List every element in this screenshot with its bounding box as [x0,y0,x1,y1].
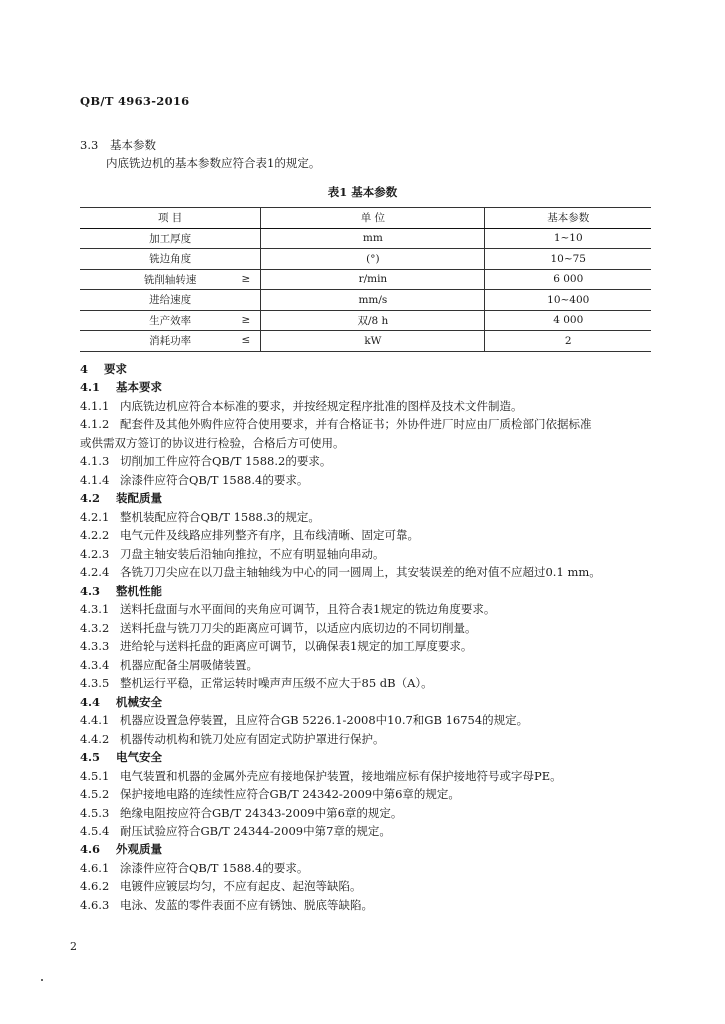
clause-text: 切削加工件应符合QB/T 1588.2的要求。 [120,454,332,469]
clause-number: 4.5.4 [80,824,110,838]
requirement-line [80,713,528,727]
row-item [80,290,261,311]
section-3-3-heading [80,138,156,152]
header-unit: 单 位 [261,208,485,229]
row-value: 1~10 [485,228,651,249]
requirement-line [80,879,362,893]
clause-text: 电镀件应镀层均匀，不应有起皮、起泡等缺陷。 [120,879,362,894]
row-item-label: 进给速度 [149,294,192,307]
row-comparison-symbol: ≤ [241,334,251,346]
row-item [80,310,261,331]
table-row [80,331,651,352]
requirement-line [80,528,419,542]
clause-number: 4 [80,362,89,376]
requirement-line [80,787,460,801]
clause-text: 绝缘电阻按应符合GB/T 24343-2009中第6章的规定。 [120,805,403,820]
row-item [80,269,261,290]
requirement-line [80,621,477,635]
clause-text: 整机运行平稳，正常运转时噪声声压级不应大于85 dB（A）。 [120,676,433,691]
clause-text: 耐压试验应符合GB/T 24344-2009中第7章的规定。 [120,824,391,838]
clause-text: 刀盘主轴安装后沿轴向推拉，不应有明显轴向串动。 [120,546,385,561]
clause-number: 4.2.2 [80,528,110,543]
requirement-line [80,417,592,431]
clause-text: 整机性能 [116,583,162,598]
requirement-line [80,602,495,616]
clause-number: 4.3 [80,583,101,598]
clause-text: 机器应设置急停装置，且应符合GB 5226.1-2008中10.7和GB 16754的规定。 [120,713,529,728]
page-number: 2 [70,940,77,953]
clause-number: 4.4.1 [80,713,110,728]
row-item [80,249,261,270]
clause-text: 保护接地电路的连续性应符合GB/T 24342-2009中第6章的规定。 [120,787,460,802]
section-number: 3.3 [80,138,99,152]
row-item-label: 铣边角度 [149,253,192,266]
row-item [80,228,261,249]
table-row [80,269,651,290]
clause-text: 机械安全 [116,694,162,709]
clause-number: 4.5.2 [80,787,110,802]
clause-number: 4.3.2 [80,620,110,635]
clause-text: 整机装配应符合QB/T 1588.3的规定。 [120,509,320,524]
clause-text: 机器应配备尘屑吸储装置。 [120,657,258,672]
clause-number: 4.5 [80,750,101,765]
clause-number: 4.3.3 [80,639,110,654]
row-value: 10~400 [485,290,651,311]
row-unit: mm [261,228,485,249]
section-heading [80,491,162,505]
section-title: 基本参数 [110,138,156,152]
clause-text: 配套件及其他外购件应符合使用要求，并有合格证书；外协件进厂时应由厂质检部门依据标准 [120,417,592,432]
requirement-line [80,806,402,820]
clause-text: 涂漆件应符合QB/T 1588.4的要求。 [120,860,309,875]
row-unit: kW [261,331,485,352]
requirement-line [80,399,523,413]
row-item-label: 生产效率 [149,314,192,327]
row-item-label: 铣削轴转速 [143,273,197,286]
clause-text: 电泳、发蓝的零件表面不应有锈蚀、脱底等缺陷。 [120,897,373,912]
section-heading [80,584,162,598]
table-row [80,228,651,249]
section-heading [80,362,127,376]
clause-text: 机器传动机构和铣刀处应有固定式防护罩进行保护。 [120,731,385,746]
requirement-line [80,473,308,487]
clause-text: 电气装置和机器的金属外壳应有接地保护装置，接地端应标有保护接地符号或字母PE。 [120,768,562,783]
row-value: 4 000 [485,310,651,331]
clause-text: 送料托盘面与水平面间的夹角应可调节，且符合表1规定的铣边角度要求。 [120,602,496,617]
section-heading [80,750,162,764]
table-row [80,310,651,331]
clause-number: 4.4 [80,694,101,709]
requirement-line [80,861,308,875]
requirement-line [80,547,385,561]
requirement-line [80,565,601,579]
clause-text: 送料托盘与铣刀刀尖的距离应可调节，以适应内底切边的不同切削量。 [120,620,477,635]
clause-number: 4.1.4 [80,472,110,487]
requirement-line [80,898,373,912]
row-comparison-symbol: ≥ [241,272,251,285]
header-value: 基本参数 [485,208,651,229]
row-item-label: 消耗功率 [149,335,192,348]
requirement-line [80,824,391,838]
table-caption: 表1 基本参数 [327,185,398,199]
requirement-line [80,769,562,783]
clause-text: 各铣刀刀尖应在以刀盘主轴轴线为中心的同一圆周上，其安装误差的绝对值不应超过0.1 mm。 [120,565,601,580]
clause-number: 4.2.1 [80,509,110,524]
row-unit: 双/8 h [261,310,485,331]
row-item-label: 加工厚度 [149,232,192,245]
row-value: 2 [485,331,651,352]
clause-number: 4.5.3 [80,805,110,820]
clause-number: 4.3.5 [80,676,110,691]
clause-number: 4.5.1 [80,768,110,783]
clause-number: 4.1.2 [80,417,110,432]
requirement-line [80,658,258,672]
row-value: 10~75 [485,249,651,270]
row-unit: (°) [261,249,485,270]
parameters-table [80,207,651,352]
clause-text: 电气安全 [116,750,162,765]
clause-number: 4.6.3 [80,897,110,912]
section-heading [80,380,162,394]
clause-number: 4.6.1 [80,860,110,875]
table-row [80,290,651,311]
table-header-row [80,208,651,229]
clause-number: 4.2.3 [80,546,110,561]
clause-number: 4.3.1 [80,602,110,617]
clause-number: 4.6.2 [80,879,110,894]
standard-code: QB/T 4963-2016 [80,94,190,108]
row-comparison-symbol: ≥ [241,313,251,326]
clause-number: 4.2.4 [80,565,110,580]
header-item: 项 目 [80,208,261,229]
clause-text: 或供需双方签订的协议进行检验，合格后方可使用。 [80,435,345,450]
clause-number: 4.1.1 [80,398,110,413]
clause-number: 4.1.3 [80,454,110,469]
requirement-line [80,676,433,690]
row-item [80,331,261,352]
clause-text: 电气元件及线路应排列整齐有序，且布线清晰、固定可靠。 [120,528,419,543]
clause-number: 4.3.4 [80,657,110,672]
clause-text: 装配质量 [116,491,162,506]
row-unit: mm/s [261,290,485,311]
table-row [80,249,651,270]
section-heading [80,842,162,856]
clause-text: 基本要求 [116,380,162,395]
section-heading [80,695,162,709]
clause-text: 涂漆件应符合QB/T 1588.4的要求。 [120,472,309,487]
row-value: 6 000 [485,269,651,290]
requirement-line [80,639,472,653]
clause-text: 外观质量 [116,842,162,857]
clause-number: 4.6 [80,842,101,857]
requirement-line [80,454,331,468]
requirement-line [80,732,385,746]
row-unit: r/min [261,269,485,290]
clause-text: 要求 [104,362,127,376]
clause-text: 内底铣边机应符合本标准的要求，并按经规定程序批准的图样及技术文件制造。 [120,398,523,413]
clause-number: 4.4.2 [80,731,110,746]
requirement-line [80,436,345,450]
clause-number: 4.2 [80,491,101,506]
clause-text: 进给轮与送料托盘的距离应可调节，以确保表1规定的加工厚度要求。 [120,639,473,654]
requirement-line [80,510,320,524]
scan-mark [41,979,43,981]
section-3-3-body: 内底铣边机的基本参数应符合表1的规定。 [106,156,321,170]
clause-number: 4.1 [80,380,101,395]
